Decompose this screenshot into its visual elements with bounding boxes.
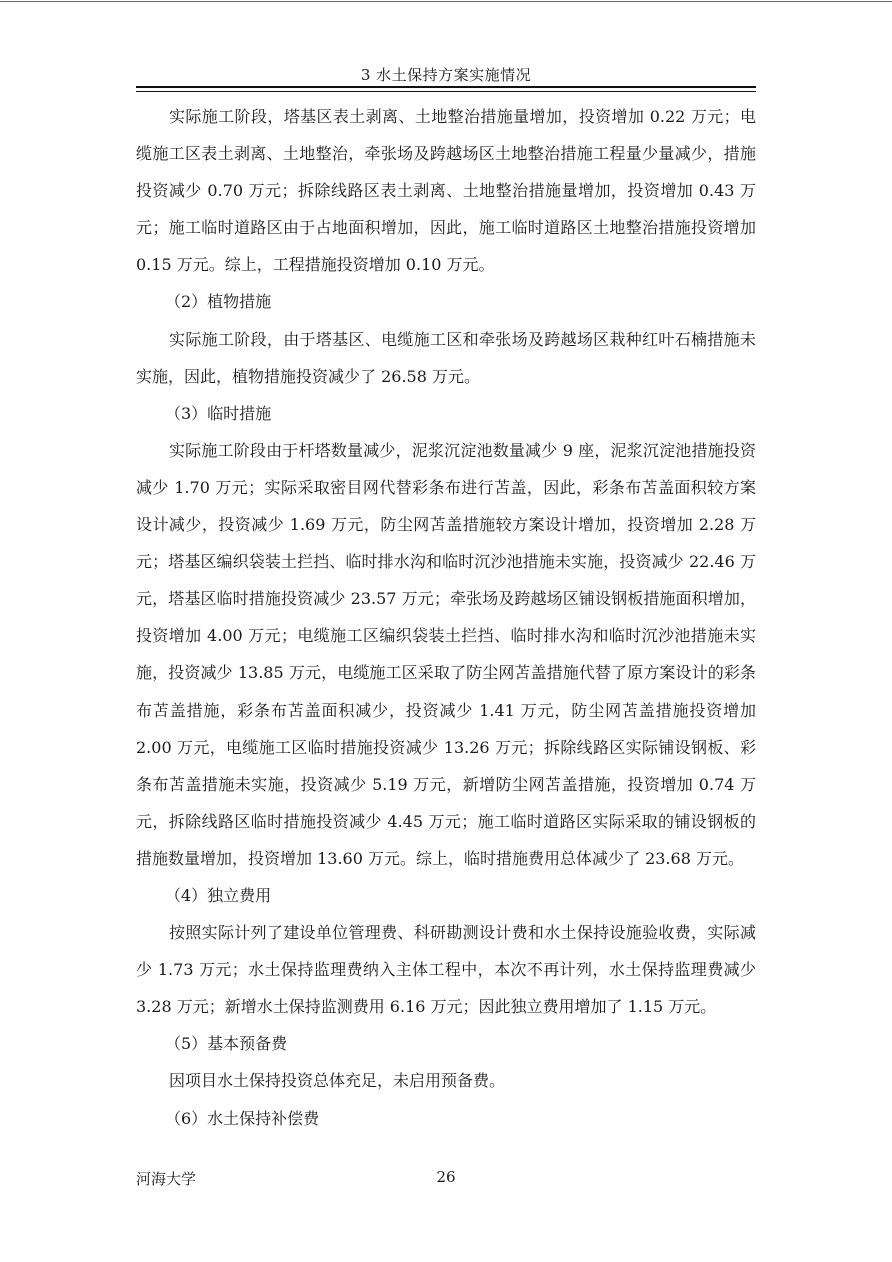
page-body xyxy=(136,98,756,1137)
paragraph-temporary-measures: 实际施工阶段由于杆塔数量减少，泥浆沉淀池数量减少 9 座，泥浆沉淀池措施投资减少 1.70 万元；实际采取密目网代替彩条布进行苫盖，因此，彩条布苫盖面积较方案设计减少，投资减少 1.69 万元，防尘网苫盖措施较方案设计增加，投资增加 2.28 万元；塔基区编织袋装土拦挡、临时排水沟和临时沉沙池措施未实施，投资减少 22.46 万元，塔基区临时措施投资减少 23.57 万元；牵张场及跨越场区铺设钢板措施面积增加，投资增加 4.00 万元；电缆施工区编织袋装土拦挡、临时排水沟和临时沉沙池措施未实施，投资减少 13.85 万元，电缆施工区采取了防尘网苫盖措施代替了原方案设计的彩条布苫盖措施，彩条布苫盖面积减少，投资减少 1.41 万元，防尘网苫盖措施投资增加 2.00 万元，电缆施工区临时措施投资减少 13.26 万元；拆除线路区实际铺设钢板、彩条布苫盖措施未实施，投资减少 5.19 万元，新增防尘网苫盖措施，投资增加 0.74 万元，拆除线路区临时措施投资减少 4.45 万元；施工临时道路区实际采取的铺设钢板的措施数量增加，投资增加 13.60 万元。综上，临时措施费用总体减少了 23.68 万元。 xyxy=(136,440,756,868)
paragraph-basic-reserve: 因项目水土保持投资总体充足，未启用预备费。 xyxy=(169,1071,506,1091)
paragraph-independent-costs: 按照实际计列了建设单位管理费、科研勘测设计费和水土保持设施验收费，实际减少 1.73 万元；水土保持监理费纳入主体工程中，本次不再计列，水土保持监理费减少 3.28 万元；新增水土保持监测费用 6.16 万元；因此独立费用增加了 1.15 万元。 xyxy=(136,923,756,1017)
header-rule-thick xyxy=(136,86,756,88)
heading-plant-measures: （2）植物措施 xyxy=(165,292,272,312)
footer-school-name: 河海大学 xyxy=(136,1170,197,1188)
heading-basic-reserve: （5）基本预备费 xyxy=(165,1034,288,1054)
heading-compensation-fee: （6）水土保持补偿费 xyxy=(165,1108,320,1128)
header-rule-thin xyxy=(136,91,756,92)
paragraph-plant-measures: 实际施工阶段，由于塔基区、电缆施工区和牵张场及跨越场区栽种红叶石楠措施未实施，因此，植物措施投资减少了 26.58 万元。 xyxy=(136,329,756,386)
page-header-title: 3 水土保持方案实施情况 xyxy=(360,66,532,84)
footer-page-number: 26 xyxy=(436,1168,456,1186)
heading-temporary-measures: （3）临时措施 xyxy=(165,403,272,423)
heading-independent-costs: （4）独立费用 xyxy=(165,885,272,905)
paragraph-engineering-measures: 实际施工阶段，塔基区表土剥离、土地整治措施量增加，投资增加 0.22 万元；电缆施工区表土剥离、土地整治，牵张场及跨越场区土地整治措施工程量少量减少，措施投资减少 0.70 万元；拆除线路区表土剥离、土地整治措施量增加，投资增加 0.43 万元；施工临时道路区由于占地面积增加，因此，施工临时道路区土地整治措施投资增加 0.15 万元。综上，工程措施投资增加 0.10 万元。 xyxy=(136,107,756,275)
top-edge-rule xyxy=(0,1,892,2)
